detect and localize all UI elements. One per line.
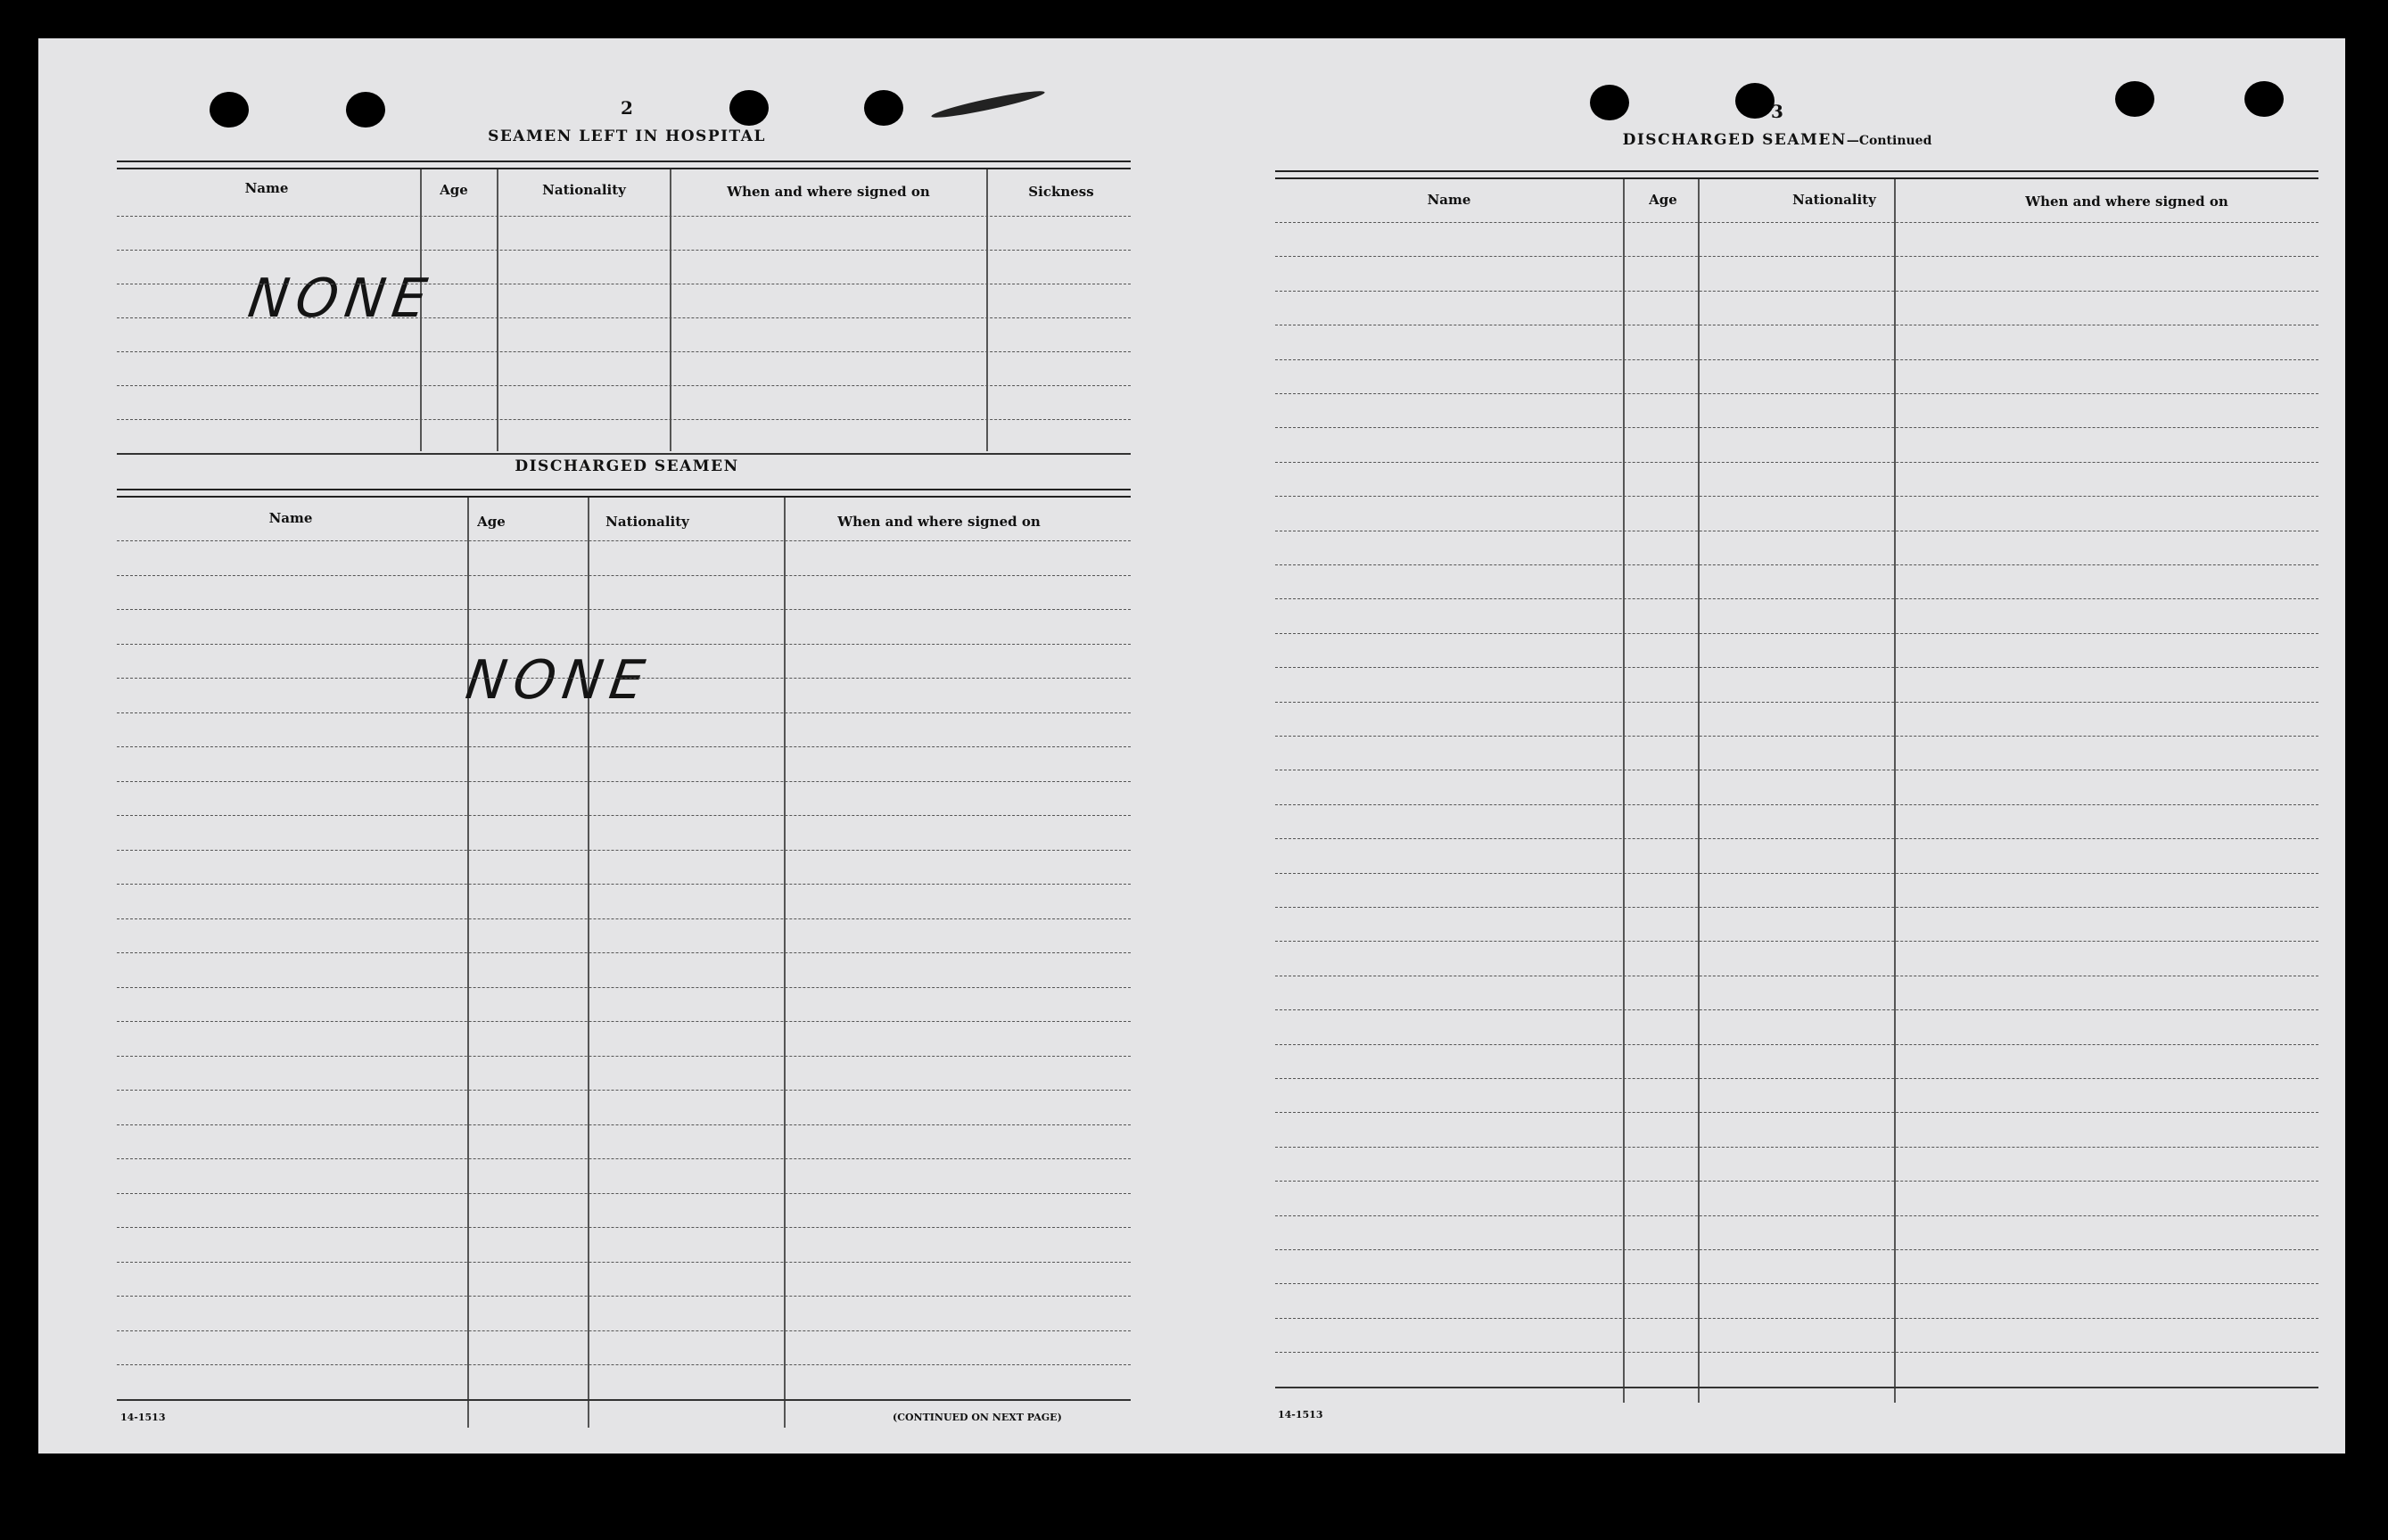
- punch-hole: [2115, 81, 2154, 117]
- form-row-line: [1275, 256, 2318, 257]
- form-row-line: [1275, 564, 2318, 565]
- handwritten-none-hospital: NONE: [244, 268, 438, 330]
- form-row-line: [117, 815, 1131, 816]
- title-suffix: —Continued: [1846, 134, 1932, 148]
- form-row-line: [117, 1262, 1131, 1263]
- punch-hole: [346, 92, 385, 128]
- col-nationality: Nationality: [605, 514, 689, 530]
- form-row-line: [1275, 1352, 2318, 1353]
- col-age: Age: [477, 514, 506, 530]
- form-row-line: [117, 987, 1131, 988]
- form-row-line: [1275, 838, 2318, 839]
- form-number-right: 14-1513: [1278, 1409, 1323, 1421]
- form-row-line: [117, 216, 1131, 217]
- form-row-line: [1275, 359, 2318, 360]
- form-row-line: [117, 1364, 1131, 1365]
- form-row-line: [117, 250, 1131, 251]
- form-sheet: [38, 38, 2345, 1454]
- discharged-continued-title: [1623, 131, 1932, 149]
- form-row-line: [1275, 496, 2318, 497]
- form-row-line: [117, 850, 1131, 851]
- form-row-line: [117, 1399, 1131, 1401]
- form-row-line: [117, 1056, 1131, 1057]
- col-signed-on: When and where signed on: [2025, 194, 2228, 210]
- form-row-line: [117, 746, 1131, 747]
- punch-hole: [1735, 83, 1775, 119]
- form-row-line: [117, 712, 1131, 713]
- form-row-line: [1275, 598, 2318, 599]
- form-row-line: [1275, 1249, 2318, 1250]
- form-row-line: [117, 1330, 1131, 1331]
- form-row-line: [1275, 1215, 2318, 1216]
- form-row-line: [1275, 667, 2318, 668]
- punch-hole: [729, 90, 769, 126]
- form-row-line: [117, 609, 1131, 610]
- title-text: DISCHARGED SEAMEN: [1622, 131, 1847, 149]
- discharged-section-title: DISCHARGED SEAMEN: [515, 457, 739, 475]
- punch-hole: [210, 92, 249, 128]
- discharged-table: [117, 489, 1131, 1434]
- form-row-line: [1275, 462, 2318, 463]
- form-row-line: [1275, 1387, 2318, 1388]
- form-row-line: [1275, 1283, 2318, 1284]
- punch-hole: [2244, 81, 2284, 117]
- form-row-line: [117, 952, 1131, 953]
- form-number-left: 14-1513: [120, 1412, 166, 1423]
- col-age: Age: [440, 182, 468, 198]
- form-row-line: [1275, 393, 2318, 394]
- form-row-line: [1275, 1318, 2318, 1319]
- form-row-line: [117, 1296, 1131, 1297]
- form-row-line: [117, 884, 1131, 885]
- form-row-line: [117, 1227, 1131, 1228]
- form-row-line: [1275, 941, 2318, 942]
- page-number-left: 2: [621, 97, 633, 119]
- col-signed-on: When and where signed on: [727, 184, 930, 200]
- form-row-line: [1275, 1044, 2318, 1045]
- col-age: Age: [1649, 192, 1677, 208]
- col-name: Name: [268, 510, 313, 526]
- form-row-line: [1275, 1181, 2318, 1182]
- form-row-line: [117, 1158, 1131, 1159]
- col-name: Name: [244, 180, 289, 196]
- form-row-line: [117, 575, 1131, 576]
- form-row-line: [117, 781, 1131, 782]
- form-row-line: [117, 317, 1131, 318]
- form-row-line: [1275, 1147, 2318, 1148]
- col-signed-on: When and where signed on: [837, 514, 1041, 530]
- form-row-line: [117, 540, 1131, 541]
- page-number-right: 3: [1771, 101, 1783, 122]
- form-row-line: [1275, 736, 2318, 737]
- form-row-line: [117, 1124, 1131, 1125]
- form-row-line: [117, 678, 1131, 679]
- form-row-line: [1275, 1112, 2318, 1113]
- form-row-line: [1275, 873, 2318, 874]
- form-row-line: [117, 419, 1131, 420]
- form-row-line: [1275, 907, 2318, 908]
- form-row-line: [1275, 804, 2318, 805]
- continued-note: (CONTINUED ON NEXT PAGE): [893, 1412, 1062, 1423]
- form-row-line: [1275, 427, 2318, 428]
- col-nationality: Nationality: [542, 182, 626, 198]
- form-row-line: [117, 1021, 1131, 1022]
- form-row-line: [117, 1090, 1131, 1091]
- discharged-continued-table: [1275, 170, 2318, 1440]
- handwritten-none-discharged: NONE: [462, 649, 655, 712]
- form-row-line: [1275, 291, 2318, 292]
- form-row-line: [1275, 222, 2318, 223]
- col-sickness: Sickness: [1028, 184, 1094, 200]
- form-row-line: [117, 644, 1131, 645]
- form-row-line: [117, 1193, 1131, 1194]
- ink-smudge: [930, 87, 1046, 122]
- hospital-table: [117, 161, 1131, 480]
- hospital-section-title: SEAMEN LEFT IN HOSPITAL: [488, 128, 766, 145]
- form-row-line: [117, 385, 1131, 386]
- punch-hole: [1590, 85, 1629, 120]
- form-row-line: [117, 918, 1131, 919]
- form-row-line: [1275, 1078, 2318, 1079]
- col-nationality: Nationality: [1792, 192, 1876, 208]
- punch-hole: [864, 90, 903, 126]
- form-row-line: [117, 351, 1131, 352]
- form-row-line: [1275, 702, 2318, 703]
- form-row-line: [1275, 633, 2318, 634]
- form-row-line: [117, 453, 1131, 455]
- col-name: Name: [1427, 192, 1471, 208]
- form-row-line: [1275, 1009, 2318, 1010]
